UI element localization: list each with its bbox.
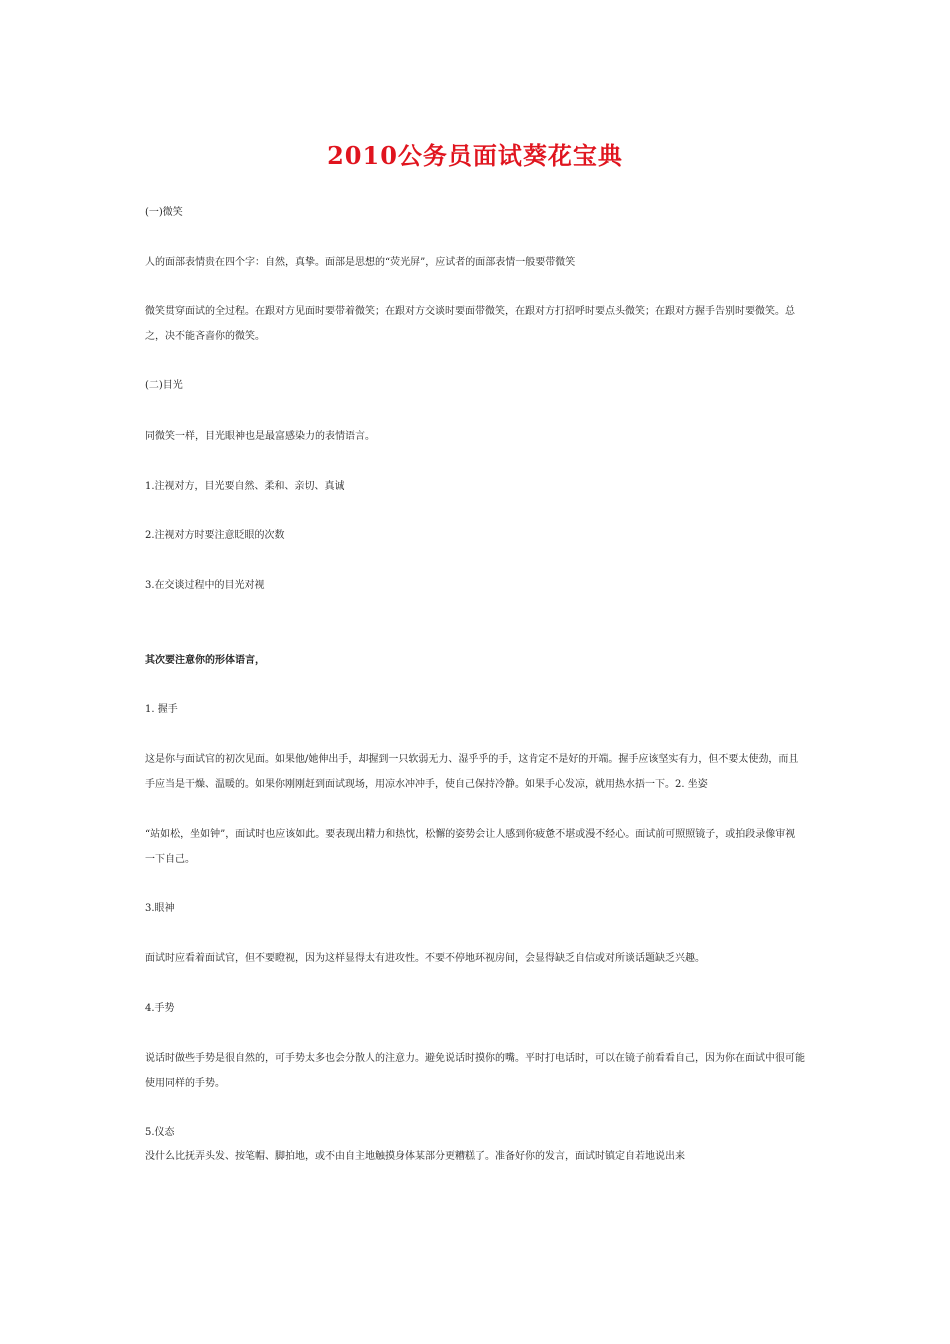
paragraph: 说话时做些手势是很自然的，可手势太多也会分散人的注意力。避免说话时摸你的嘴。平时打电话时，可以在镜子前看看自己，因为你在面试中很可能使用同样的手势。 (145, 1053, 805, 1089)
list-item: 2.注视对方时要注意眨眼的次数 (145, 530, 285, 541)
paragraph: 人的面部表情贵在四个字：自然，真挚。面部是思想的“荧光屏”，应试者的面部表情一般要带微笑 (145, 257, 576, 268)
subheading-eyes: 3.眼神 (145, 903, 175, 914)
list-item: 3.在交谈过程中的目光对视 (145, 580, 265, 591)
paragraph: 没什么比抚弄头发、按笔帽、脚拍地，或不由自主地触摸身体某部分更糟糕了。准备好你的发言，面试时镇定自若地说出来 (145, 1151, 685, 1162)
paragraph: 这是你与面试官的初次见面。如果他/她伸出手，却握到一只软弱无力、湿乎乎的手，这肯定不是好的开端。握手应该坚实有力，但不要太使劲，而且手应当是干燥、温暖的。如果你刚刚赶到面试现场，用凉水冲冲手，使自己保持冷静。如果手心发凉，就用热水捂一下。2. 坐姿 (145, 754, 799, 790)
section-heading-gaze: (二)目光 (145, 380, 183, 391)
subheading-handshake: 1. 握手 (145, 704, 178, 715)
subheading-manner: 5.仪态 (145, 1127, 175, 1138)
paragraph: 面试时应看着面试官，但不要瞪视，因为这样显得太有进攻性。不要不停地环视房间，会显得缺乏自信或对所谈话题缺乏兴趣。 (145, 953, 705, 964)
list-item: 1.注视对方，目光要自然、柔和、亲切、真诚 (145, 481, 345, 492)
document-title: 2010公务员面试葵花宝典 (327, 141, 623, 170)
section-heading-smile: (一)微笑 (145, 207, 183, 218)
subheading-gestures: 4.手势 (145, 1003, 175, 1014)
paragraph: “站如松，坐如钟”，面试时也应该如此。要表现出精力和热忱，松懈的姿势会让人感到你疲惫不堪或漫不经心。面试前可照照镜子，或拍段录像审视一下自己。 (145, 829, 796, 865)
section-heading-body-language: 其次要注意你的形体语言， (145, 655, 265, 666)
paragraph: 微笑贯穿面试的全过程。在跟对方见面时要带着微笑；在跟对方交谈时要面带微笑，在跟对方打招呼时要点头微笑；在跟对方握手告别时要微笑。总之，决不能吝啬你的微笑。 (145, 306, 795, 342)
paragraph: 同微笑一样，目光眼神也是最富感染力的表情语言。 (145, 431, 375, 442)
